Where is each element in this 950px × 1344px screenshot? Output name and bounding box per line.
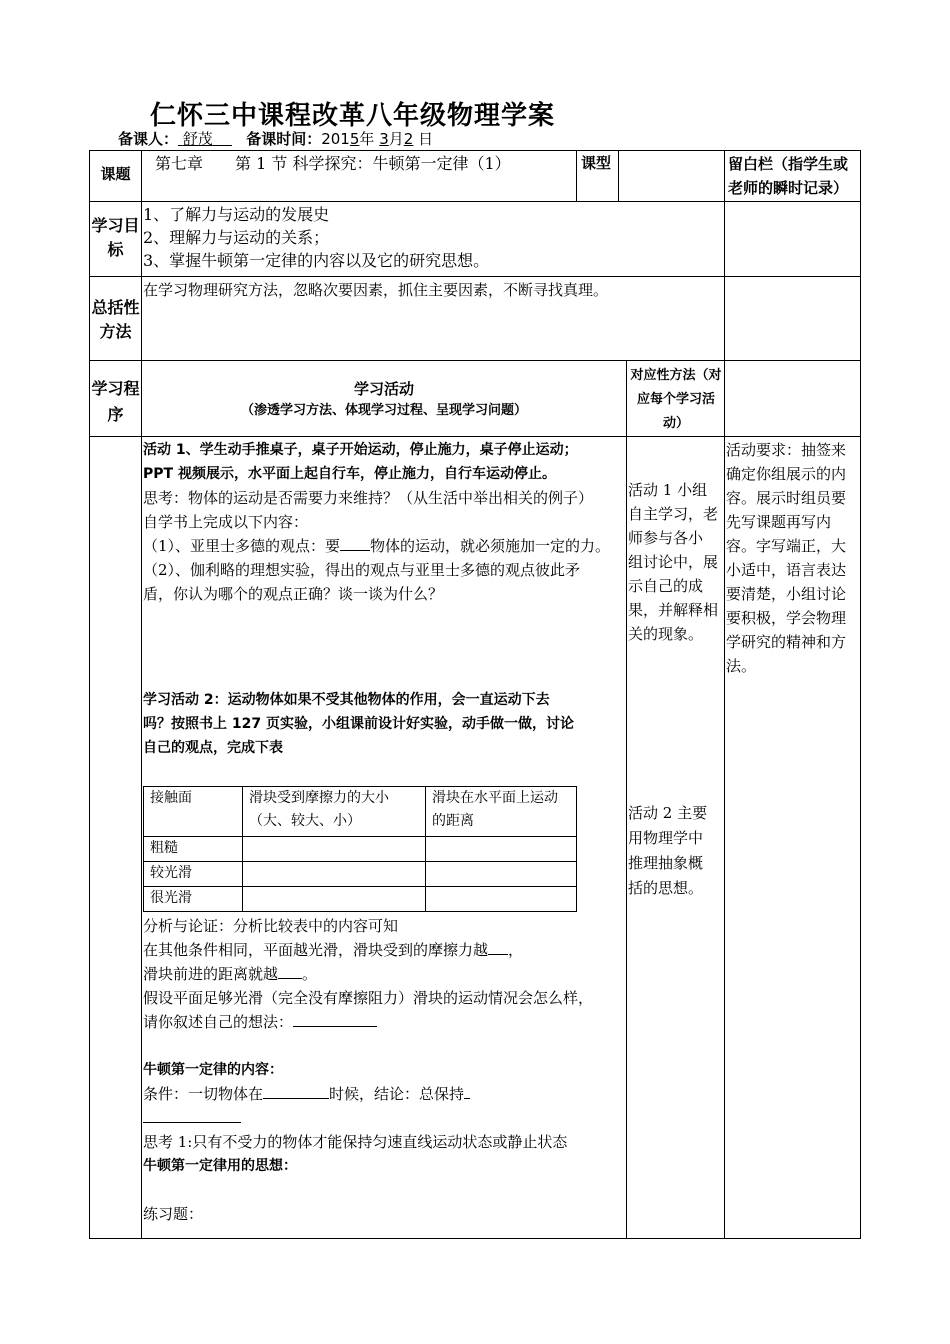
think-question: 思考：物体的运动是否需要力来维持？（从生活中举出相关的例子） xyxy=(143,489,594,507)
notes-label: 留白栏（指学生或老师的瞬时记录） xyxy=(728,155,849,197)
activity-2-heading: 学习活动 2：运动物体如果不受其他物体的作用，会一直运动下去 吗？按照书上 127 页实验，小组课前设计好实验，动手做一做，讨论 自己的观点，完成下表 xyxy=(143,692,574,756)
goals-label: 学习目标 xyxy=(91,216,140,259)
answer-blank[interactable] xyxy=(278,964,302,979)
grid-line xyxy=(89,1238,861,1239)
goals-list xyxy=(143,203,723,272)
method-2: 活动 2 主要 用物理学中 推理抽象概 括的思想。 xyxy=(628,804,708,897)
question-2: （2）、伽利略的理想实验，得出的观点与亚里士多德的观点彼此矛 xyxy=(143,561,581,579)
table-header: 滑块在水平面上运动的距离 xyxy=(426,787,577,837)
type-label: 课型 xyxy=(581,154,612,172)
method-col-title: 对应性方法（对应每个学习活动） xyxy=(630,368,722,431)
time-label: 备课时间： xyxy=(246,130,322,148)
procedure-label: 学习程序 xyxy=(91,379,140,424)
goal-item: 1、了解力与运动的发展史 xyxy=(143,205,330,224)
analysis-block: 分析与论证：分析比较表中的内容可知 在其他条件相同，平面越光滑，滑块受到的摩擦力越 ， 滑块前进的距离就越 。 假设平面足够光滑（完全没有摩擦阻力）滑块的运动情况会怎么样， 请你叙述自己的想法： 牛顿第一定律的内容： 条件：一切物体在 时候，结论：总保持 思考 1:只有不受力的物体才能保持匀速直线运动状态或静止状态 牛顿第一定律用的思想： 练习题： xyxy=(143,914,625,1226)
grid-line xyxy=(89,436,861,437)
activity-1 xyxy=(143,438,625,606)
grid-line xyxy=(89,150,861,151)
grid-line xyxy=(724,150,725,1239)
grid-line xyxy=(576,150,577,201)
activity-subtitle: （渗透学习方法、体现学习过程、呈现学习问题） xyxy=(240,403,527,418)
notes-requirements: 活动要求：抽签来 确定你组展示的内 容。展示时组员要 先写课题再写内 容。字写端正，大 小适中，语言表达 要清楚，小组讨论 要积极，学会物理 学研究的精神和方 法。 xyxy=(726,441,847,675)
table-header: 滑块受到摩擦力的大小（大、较大、小） xyxy=(243,787,426,837)
activity-title: 学习活动 xyxy=(353,380,414,398)
method-label: 总括性方法 xyxy=(91,298,140,341)
grid-line xyxy=(89,360,861,361)
self-study: 自学书上完成以下内容： xyxy=(143,513,309,531)
grid-line xyxy=(860,150,861,1239)
goal-item: 3、掌握牛顿第一定律的内容以及它的研究思想。 xyxy=(143,251,490,270)
answer-blank[interactable] xyxy=(143,1108,241,1123)
law-heading: 牛顿第一定律的内容： xyxy=(143,1062,283,1078)
page-title: 仁怀三中课程改革八年级物理学案 xyxy=(150,101,556,131)
goal-item: 2、理解力与运动的关系； xyxy=(143,228,330,247)
method-content: 在学习物理研究方法，忽略次要因素，抓住主要因素，不断寻找真理。 xyxy=(143,281,609,299)
prep-info: 备课人： 舒茂 备课时间：2015年 3月2 日 xyxy=(118,130,434,148)
grid-line xyxy=(89,201,861,202)
question-2: 盾，你认为哪个的观点正确？谈一谈为什么？ xyxy=(143,585,444,603)
think-1: 思考 1:只有不受力的物体才能保持匀速直线运动状态或静止状态 xyxy=(143,1133,568,1151)
activity-1-heading: 活动 1、学生动手推桌子，桌子开始运动，停止施力，桌子停止运动； xyxy=(143,442,578,458)
preparer-label: 备课人： xyxy=(118,130,179,148)
grid-line xyxy=(626,360,627,1239)
question-1: （1）、亚里士多德的观点：要 物体的运动，就必须施加一定的力。 xyxy=(143,537,611,555)
grid-line xyxy=(141,150,142,1239)
experiment-table xyxy=(143,786,577,912)
answer-blank[interactable] xyxy=(263,1084,329,1099)
exercise-label: 练习题： xyxy=(143,1205,204,1223)
table-row: 粗糙 xyxy=(144,837,577,862)
table-row: 很光滑 xyxy=(144,887,577,912)
grid-line xyxy=(618,150,619,201)
table-header: 接触面 xyxy=(144,787,243,837)
answer-blank[interactable] xyxy=(464,1084,470,1099)
table-row: 较光滑 xyxy=(144,862,577,887)
preparer-name: 舒茂 xyxy=(182,130,213,148)
method-1: 活动 1 小组 自主学习，老 师参与各小 组讨论中，展 示自己的成 果，并解释相 关的现象。 xyxy=(628,481,719,643)
law-idea: 牛顿第一定律用的思想： xyxy=(143,1158,297,1174)
topic-label: 课题 xyxy=(100,165,131,183)
answer-blank[interactable] xyxy=(488,940,508,955)
answer-blank[interactable] xyxy=(340,536,370,551)
topic-content: 第七章 第 1 节 科学探究：牛顿第一定律（1） xyxy=(155,154,511,173)
grid-line xyxy=(89,276,861,277)
activity-1-heading: PPT 视频展示，水平面上起自行车，停止施力，自行车运动停止。 xyxy=(143,466,556,482)
answer-blank[interactable] xyxy=(293,1012,377,1027)
